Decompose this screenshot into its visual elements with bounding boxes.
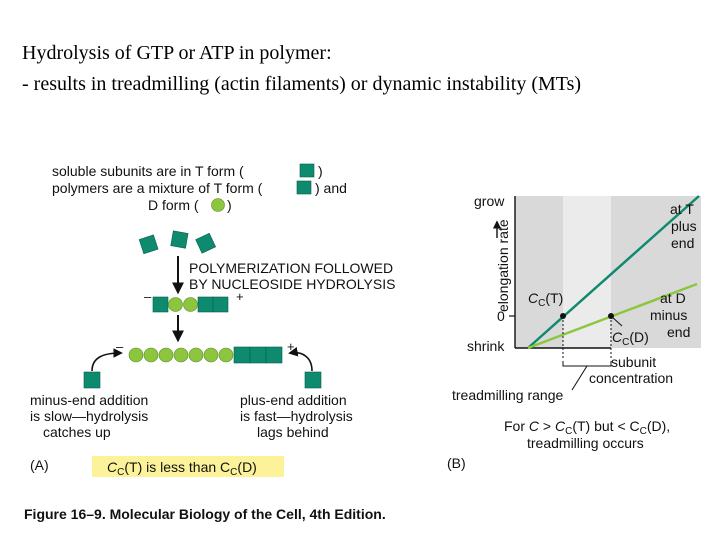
step-label-line-2: BY NUCLEOSIDE HYDROLYSIS [189,276,396,292]
t-form-square-icon [300,164,314,177]
plus-end-sign: + [287,339,295,354]
plus-end-addition-arrow [290,353,312,371]
step-label-line-1: POLYMERIZATION FOLLOWED [189,260,394,276]
minus-end-addition-arrow [92,353,121,371]
plus-end-text-1: plus-end addition [240,392,347,408]
conclusion-text: $C_C(T)$ is less than $C_C(D)$ [107,459,257,478]
free-subunit [171,231,188,248]
y-top-label: grow [474,193,505,209]
slide-title-line-1: Hydrolysis of GTP or ATP in polymer: [22,42,332,64]
d-line-label-1: at D [660,290,686,306]
legend-line-1-end: ) [318,163,323,179]
legend-line-1: soluble subunits are in T form ( [52,163,244,179]
incoming-subunit-plus [305,372,321,388]
treadmilling-range-label: treadmilling range [452,387,564,403]
free-subunit [139,235,158,254]
treadmilling-bracket [563,361,611,366]
t-line-label-2: plus [671,218,697,234]
free-subunit [196,233,216,253]
polymer-2 [129,347,282,363]
t-line-label-1: at T [670,201,694,217]
panel-a [30,163,395,478]
figure-caption: Figure 16–9. Molecular Biology of the Cell, 4th Edition. [24,506,386,522]
minus-end-text-1: minus-end addition [30,392,149,408]
incoming-subunit-minus [84,372,100,388]
t-form-square-icon [297,181,311,194]
cct-label: $C_C(T)$ [528,290,564,309]
y-bottom-label: shrink [467,338,505,354]
shaded-region-low [515,196,563,348]
slide-title-line-2: - results in treadmilling (actin filaments) or dynamic instability (MTs) [22,73,582,95]
t-line-label-3: end [671,235,695,251]
legend-line-3-end: ) [227,197,232,213]
panel-a-label: (A) [30,457,49,473]
plus-end-sign: + [236,289,244,304]
minus-end-sign: – [144,289,152,304]
d-form-circle-icon [212,199,225,212]
minus-end-sign: – [116,339,124,354]
legend-line-3: D form ( [148,197,199,213]
treadmilling-leader [572,366,587,390]
plus-end-text-3: lags behind [257,424,329,440]
y-zero-label: 0 [497,308,505,324]
panel-b-label: (B) [447,455,466,471]
panel-b [447,193,701,471]
cct-point [560,313,566,319]
x-axis-label-2: concentration [589,370,674,386]
plus-end-text-2: is fast—hydrolysis [240,408,353,424]
minus-end-text-2: is slow—hydrolysis [30,408,149,424]
ccd-label: $C_C(D)$ [612,329,649,348]
note-line-1: For $C > C_C(T)$ but < $C_C(D)$, [504,418,671,437]
note-line-2: treadmilling occurs [527,435,644,451]
y-axis-title: elongation rate [495,219,511,312]
polymer-1 [153,297,228,312]
d-line-label-3: end [667,324,691,340]
minus-end-text-3: catches up [43,424,111,440]
legend-line-2: polymers are a mixture of T form ( [52,180,263,196]
legend-line-2-end: ) and [315,180,347,196]
x-axis-label-1: subunit [611,354,657,370]
d-line-label-2: minus [650,307,688,323]
